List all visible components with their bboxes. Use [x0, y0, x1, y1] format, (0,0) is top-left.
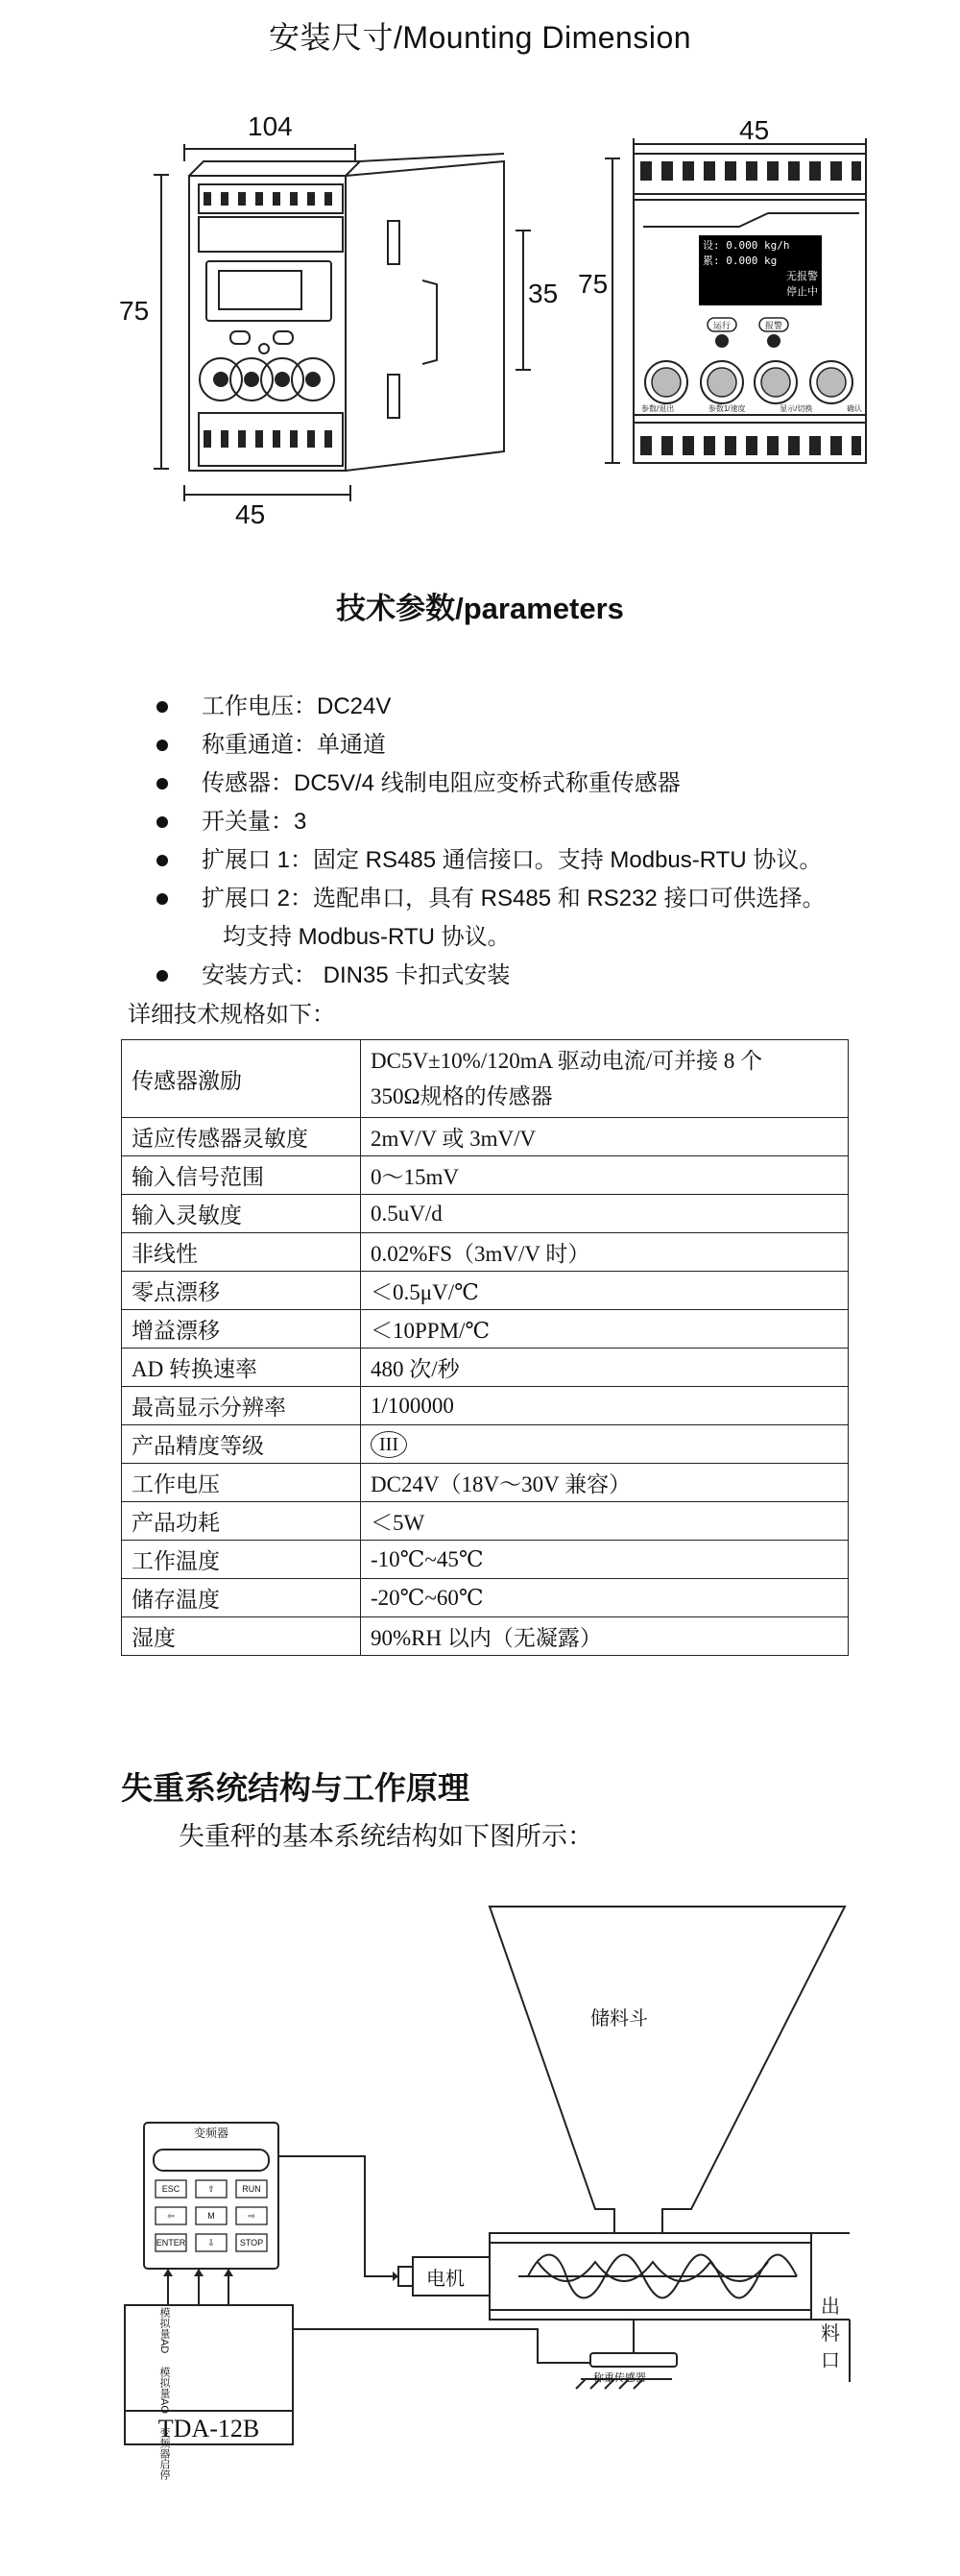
bullet-icon	[156, 701, 168, 713]
spec-table	[121, 1039, 849, 1656]
param-text: 传感器：DC5V/4 线制电阻应变桥式称重传感器	[202, 770, 681, 796]
vfd-key: ⇧	[207, 2184, 215, 2194]
screen-line-2: 累: 0.000 kg	[703, 255, 778, 267]
table-row	[122, 1349, 849, 1387]
spec-key: 最高显示分辨率	[122, 1387, 361, 1425]
key-label-2: 参数1/速度	[708, 404, 746, 413]
spec-value: 480 次/秒	[361, 1349, 849, 1387]
vfd-key: ⇩	[207, 2238, 215, 2248]
table-row	[122, 1040, 849, 1118]
spec-value: 0～15mV	[361, 1156, 849, 1195]
param-item	[0, 803, 960, 841]
vfd-key: ⇨	[248, 2211, 255, 2221]
vfd-keypad	[156, 2180, 267, 2251]
led-alarm-label: 报警	[764, 321, 782, 330]
spec-value	[361, 1040, 849, 1118]
param-text: 工作电压：DC24V	[202, 693, 392, 719]
table-row	[122, 1502, 849, 1541]
signal-label: 模拟量AO	[158, 2367, 170, 2415]
grade-badge: III	[371, 1431, 407, 1458]
device-screen	[703, 238, 818, 300]
led-run-label: 运行	[712, 321, 731, 330]
param-continuation: 均支持 Modbus-RTU 协议。	[223, 924, 511, 950]
table-row	[122, 1425, 849, 1464]
dim-side-width: 104	[248, 111, 293, 141]
spec-value-line2: 350Ω规格的传感器	[371, 1084, 553, 1108]
table-row	[122, 1541, 849, 1579]
table-row	[122, 1118, 849, 1156]
screen-line-3: 无报警	[786, 270, 818, 282]
signal-label: 变频器启停	[158, 2427, 170, 2481]
param-item	[0, 765, 960, 803]
spec-value: DC24V（18V～30V 兼容）	[361, 1464, 849, 1502]
spec-key: 零点漂移	[122, 1272, 361, 1310]
params-list	[0, 688, 960, 995]
vfd-key: M	[207, 2211, 215, 2221]
bullet-icon	[156, 970, 168, 982]
spec-key: 非线性	[122, 1233, 361, 1272]
spec-value: 0.02%FS（3mV/V 时）	[361, 1233, 849, 1272]
table-row	[122, 1272, 849, 1310]
outlet-char: 出	[821, 2297, 840, 2318]
bullet-icon	[156, 816, 168, 828]
dim-side-depth: 35	[528, 279, 559, 308]
params-title: 技术参数/parameters	[336, 592, 624, 625]
controller-signals	[156, 2307, 172, 2480]
spec-value: ＜10PPM/℃	[361, 1310, 849, 1349]
vfd-key: STOP	[239, 2238, 264, 2248]
vfd-key: RUN	[242, 2184, 261, 2194]
spec-key: 湿度	[122, 1617, 361, 1656]
spec-value: 1/100000	[361, 1387, 849, 1425]
table-row	[122, 1195, 849, 1233]
vfd-key: ⇦	[167, 2211, 175, 2221]
key-label-3: 显示/切换	[780, 404, 813, 413]
key-label-1: 参数/退出	[641, 404, 675, 413]
spec-value: 90%RH 以内（无凝露）	[361, 1617, 849, 1656]
bullet-icon	[156, 778, 168, 790]
spec-value: ＜5W	[361, 1502, 849, 1541]
motor-label: 电机	[426, 2269, 465, 2290]
key-label-4: 确认	[846, 404, 862, 413]
outlet-char: 口	[821, 2350, 840, 2371]
screen-line-1: 设: 0.000 kg/h	[703, 239, 790, 252]
dim-front-height: 75	[578, 269, 609, 299]
system-diagram	[0, 1902, 960, 2497]
table-row	[122, 1579, 849, 1617]
table-row	[122, 1156, 849, 1195]
param-text: 开关量：3	[202, 809, 307, 835]
system-intro: 失重秤的基本系统结构如下图所示：	[179, 1822, 593, 1851]
hopper-label: 储料斗	[590, 2008, 648, 2029]
param-item	[0, 880, 960, 957]
spec-key: AD 转换速率	[122, 1349, 361, 1387]
param-text: 称重通道：单通道	[202, 732, 386, 758]
table-row	[122, 1617, 849, 1656]
spec-value: -20℃~60℃	[361, 1579, 849, 1617]
spec-key: 产品精度等级	[122, 1425, 361, 1464]
spec-key: 产品功耗	[122, 1502, 361, 1541]
detail-label: 详细技术规格如下：	[128, 1002, 335, 1028]
table-row	[122, 1233, 849, 1272]
page-title: 安装尺寸/Mounting Dimension	[268, 20, 692, 55]
spec-key: 输入信号范围	[122, 1156, 361, 1195]
dim-side-bottom: 45	[235, 499, 266, 529]
spec-key: 工作温度	[122, 1541, 361, 1579]
spec-value: 0.5uV/d	[361, 1195, 849, 1233]
front-key-labels	[641, 403, 862, 414]
spec-value: 2mV/V 或 3mV/V	[361, 1118, 849, 1156]
spec-key: 增益漂移	[122, 1310, 361, 1349]
spec-value	[361, 1425, 849, 1464]
vfd-key: ENTER	[156, 2238, 186, 2248]
vfd-key: ESC	[161, 2184, 180, 2194]
param-text: 安装方式： DIN35 卡扣式安装	[202, 962, 511, 988]
sensor-label: 称重传感器	[593, 2372, 646, 2384]
signal-label: 模拟量AD	[158, 2307, 170, 2354]
system-title: 失重系统结构与工作原理	[121, 1770, 469, 1806]
table-row	[122, 1387, 849, 1425]
bullet-icon	[156, 855, 168, 866]
spec-key: 适应传感器灵敏度	[122, 1118, 361, 1156]
dim-side-height: 75	[119, 296, 150, 326]
spec-key: 储存温度	[122, 1579, 361, 1617]
param-item	[0, 957, 960, 995]
table-row	[122, 1464, 849, 1502]
param-item	[0, 726, 960, 765]
dim-front-width: 45	[739, 115, 770, 145]
bullet-icon	[156, 740, 168, 751]
vfd-label: 变频器	[193, 2126, 228, 2140]
spec-value: -10℃~45℃	[361, 1541, 849, 1579]
spec-key: 工作电压	[122, 1464, 361, 1502]
param-text: 扩展口 1：固定 RS485 通信接口。支持 Modbus-RTU 协议。	[202, 847, 823, 873]
controller-label: TDA-12B	[157, 2415, 260, 2442]
spec-key: 传感器激励	[122, 1040, 361, 1118]
param-item	[0, 688, 960, 726]
spec-value: ＜0.5μV/℃	[361, 1272, 849, 1310]
table-row	[122, 1310, 849, 1349]
outlet-label	[821, 2294, 840, 2374]
spec-key: 输入灵敏度	[122, 1195, 361, 1233]
param-item	[0, 841, 960, 880]
bullet-icon	[156, 893, 168, 905]
screen-line-4: 停止中	[786, 285, 818, 298]
spec-value-line1: DC5V±10%/120mA 驱动电流/可并接 8 个	[371, 1049, 763, 1073]
param-text: 扩展口 2：选配串口，具有 RS485 和 RS232 接口可供选择。	[202, 886, 826, 911]
outlet-char: 料	[821, 2323, 840, 2345]
